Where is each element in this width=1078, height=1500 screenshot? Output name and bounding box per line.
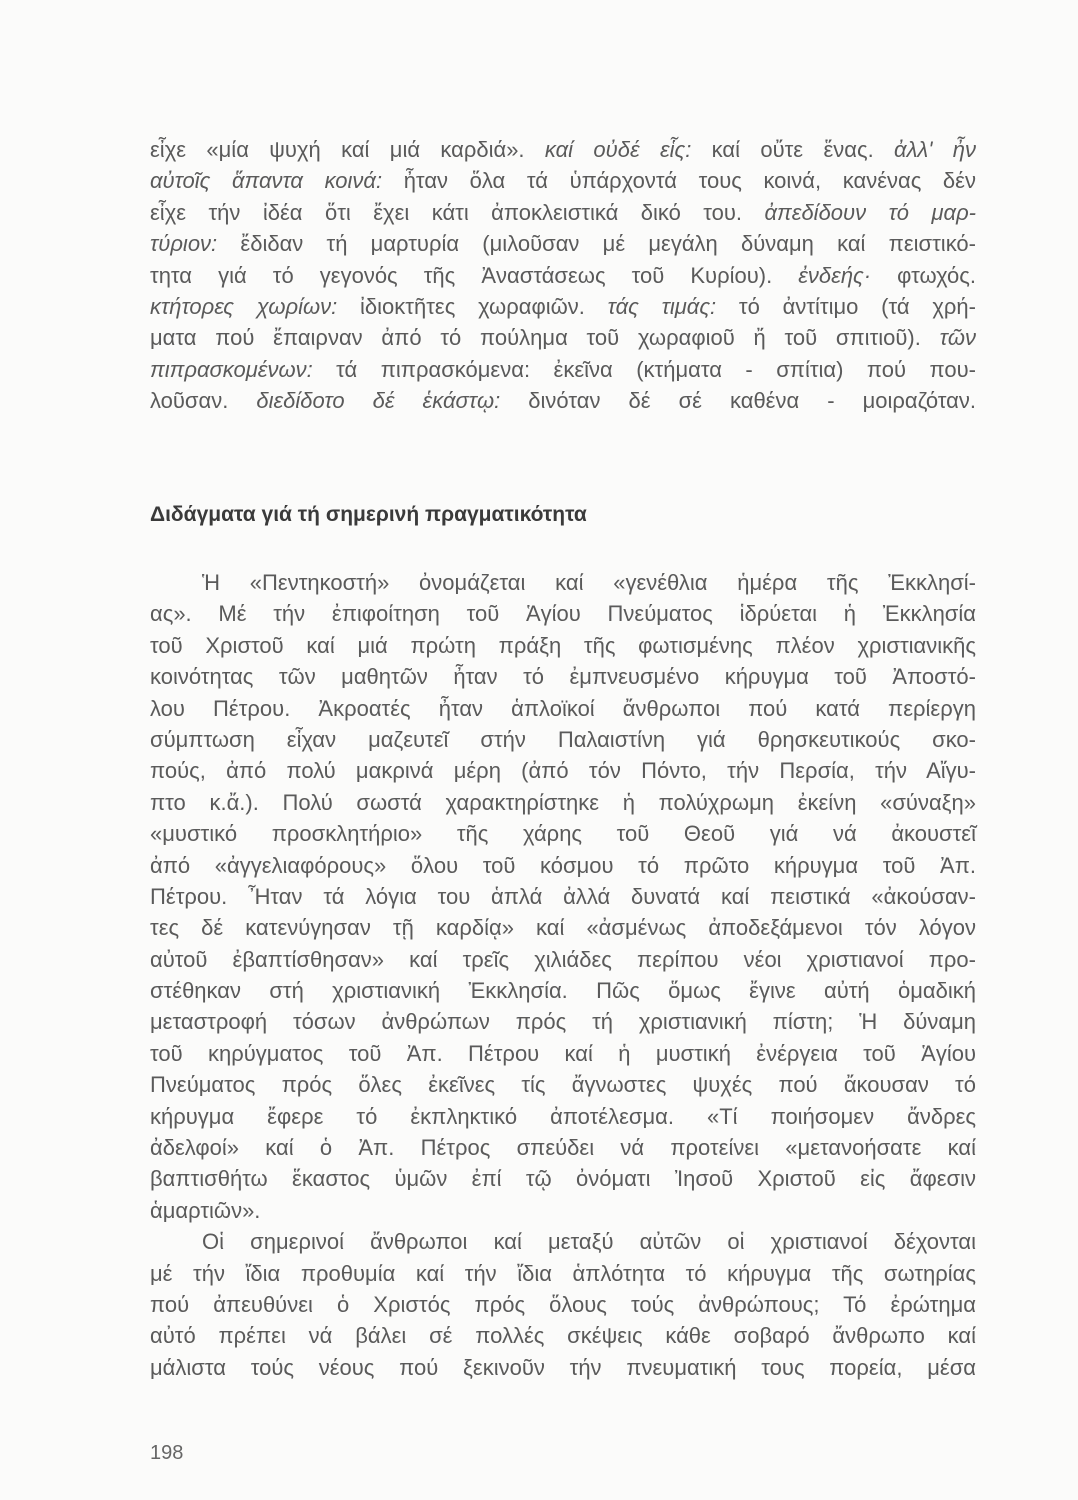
- paragraph-line: «μυστικό προσκλητήριο» τῆς χάρης τοῦ Θεοῦ γιά νά ἀκουστεῖ: [150, 821, 976, 847]
- paragraph-line: πούς, ἀπό πολύ μακρινά μέρη (ἀπό τόν Πόντο, τήν Περσία, τήν Αἴγυ-: [150, 758, 976, 784]
- paragraph-line: πού ἀπευθύνει ὁ Χριστός πρός ὅλους τούς ἀνθρώπους; Τό ἐρώτημα: [150, 1291, 976, 1317]
- paragraph-line: αὐτό πρέπει νά βάλει σέ πολλές σκέψεις κάθε σοβαρό ἄνθρωπο καί: [150, 1323, 976, 1349]
- glossary-text: ἔδιδαν τή μαρτυρία (μιλοῦσαν μέ μεγάλη δύναμη καί πειστικό-: [217, 231, 976, 257]
- glossary-line: [150, 228, 976, 259]
- glossary-line: [150, 354, 976, 385]
- paragraph-line: βαπτισθήτω ἕκαστος ὑμῶν ἐπί τῷ ὀνόματι Ἰησοῦ Χριστοῦ εἰς ἄφεσιν: [150, 1166, 976, 1192]
- glossary-term: πιπρασκομένων:: [150, 356, 313, 382]
- paragraph-line: τοῦ Χριστοῦ καί μιά πρώτη πράξη τῆς φωτισμένης πλέον χριστιανικῆς: [150, 632, 976, 658]
- glossary-line: [150, 322, 976, 353]
- glossary-text: φτωχός.: [871, 262, 976, 288]
- glossary-line: [150, 385, 976, 416]
- glossary-text: εἶχε «μία ψυχή καί μιά καρδιά».: [150, 137, 545, 162]
- glossary-line: [150, 165, 976, 196]
- glossary-term: ἀλλ' ἦν: [894, 137, 976, 162]
- paragraph-line: ἀδελφοί» καί ὁ Ἀπ. Πέτρος σπεύδει νά προτείνει «μετανοήσατε καί: [150, 1135, 976, 1161]
- paragraph-line: Οἱ σημερινοί ἄνθρωποι καί μεταξύ αὐτῶν οἱ χριστιανοί δέχονται: [202, 1229, 976, 1255]
- page-number: 198: [150, 1442, 184, 1464]
- paragraph-line: ἀπό «ἀγγελιαφόρους» ὅλου τοῦ κόσμου τό πρῶτο κήρυγμα τοῦ Ἀπ.: [150, 852, 976, 878]
- glossary-line: [150, 291, 976, 322]
- paragraph-line: λου Πέτρου. Ἀκροατές ἦταν ἁπλοϊκοί ἄνθρωποι πού κατά περίεργη: [150, 695, 976, 721]
- glossary-text: τητα γιά τό γεγονός τῆς Ἀναστάσεως τοῦ Κυρίου).: [150, 262, 799, 288]
- paragraph-line: αὐτοῦ ἐβαπτίσθησαν» καί τρεῖς χιλιάδες περίπου νέοι χριστιανοί προ-: [150, 946, 976, 972]
- glossary-term: καί οὐδέ εἷς:: [544, 137, 692, 162]
- glossary-line: [150, 197, 976, 228]
- glossary-line: [150, 260, 976, 291]
- glossary-text: καί οὔτε ἕνας.: [691, 137, 895, 162]
- glossary-term: διεδίδοτο δέ ἑκάστῳ:: [256, 388, 501, 414]
- glossary-term: ἀπεδίδουν τό μαρ-: [764, 199, 976, 225]
- paragraph-line: σύμπτωση εἶχαν μαζευτεῖ στήν Παλαιστίνη γιά θρησκευτικούς σκο-: [150, 726, 976, 752]
- glossary-notes: [150, 134, 976, 417]
- glossary-text: τά πιπρασκόμενα: ἐκεῖνα (κτήματα - σπίτια) πού που-: [312, 356, 976, 382]
- glossary-term: αὐτοῖς ἅπαντα κοινά:: [150, 168, 383, 194]
- paragraph-line: κοινότητας τῶν μαθητῶν ἦταν τό ἐμπνευσμένο κήρυγμα τοῦ Ἀποστό-: [150, 664, 976, 690]
- paragraph-line: Πνεύματος πρός ὅλες ἐκεῖνες τίς ἄγνωστες ψυχές πού ἄκουσαν τό: [150, 1072, 976, 1098]
- glossary-term: τῶν: [939, 325, 976, 351]
- paragraph-line: Πέτρου. Ἦταν τά λόγια του ἁπλά ἀλλά δυνατά καί πειστικά «ἀκούσαν-: [150, 883, 976, 909]
- glossary-text: δινόταν δέ σέ καθένα - μοιραζόταν.: [500, 388, 977, 414]
- paragraph-line: τες δέ κατενύγησαν τῇ καρδίᾳ» καί «ἀσμένως ἀποδεξάμενοι τόν λόγον: [150, 915, 976, 941]
- paragraph-line: κήρυγμα ἔφερε τό ἐκπληκτικό ἀποτέλεσμα. «Τί ποιήσομεν ἄνδρες: [150, 1103, 976, 1129]
- glossary-term: κτήτορες χωρίων:: [150, 293, 338, 319]
- glossary-text: εἶχε τήν ἰδέα ὅτι ἔχει κάτι ἀποκλειστικά δικό του.: [150, 199, 765, 225]
- body-text: [150, 567, 976, 1383]
- paragraph-line: Ἡ «Πεντηκοστή» ὀνομάζεται καί «γενέθλια ἡμέρα τῆς Ἐκκλησί-: [202, 570, 976, 595]
- paragraph-line: μέ τήν ἴδια προθυμία καί τήν ἴδια ἁπλότητα τό κήρυγμα τῆς σωτηρίας: [150, 1260, 976, 1286]
- paragraph-line: πτο κ.ἄ.). Πολύ σωστά χαρακτηρίστηκε ἡ πολύχρωμη ἐκείνη «σύναξη»: [150, 789, 976, 815]
- paragraph-line: μάλιστα τούς νέους πού ξεκινοῦν τήν πνευματική τους πορεία, μέσα: [150, 1354, 976, 1380]
- paragraph-line: μεταστροφή τόσων ἀνθρώπων πρός τή χριστιανική πίστη; Ἡ δύναμη: [150, 1009, 976, 1035]
- glossary-term: τάς τιμάς:: [607, 293, 717, 319]
- paragraph-line: ἁμαρτιῶν».: [150, 1197, 261, 1223]
- section-heading: Διδάγματα γιά τή σημερινή πραγματικότητα: [150, 503, 587, 526]
- glossary-term: ἐνδεής·: [798, 262, 872, 288]
- glossary-text: τό ἀντίτιμο (τά χρή-: [716, 293, 976, 319]
- glossary-term: τύριον:: [150, 231, 218, 257]
- glossary-text: ἦταν ὅλα τά ὑπάρχοντά τους κοινά, κανένας δέν: [382, 168, 976, 194]
- glossary-text: λοῦσαν.: [150, 388, 257, 414]
- paragraph-line: στέθηκαν στή χριστιανική Ἐκκλησία. Πῶς ὅμως ἔγινε αὐτή ὁμαδική: [150, 978, 976, 1004]
- glossary-text: ματα πού ἔπαιρναν ἀπό τό πούλημα τοῦ χωραφιοῦ ἤ τοῦ σπιτιοῦ).: [150, 325, 940, 351]
- glossary-line: [150, 134, 976, 165]
- paragraph-line: ας». Μέ τήν ἐπιφοίτηση τοῦ Ἁγίου Πνεύματος ἱδρύεται ἡ Ἐκκλησία: [150, 601, 976, 627]
- paragraph-line: τοῦ κηρύγματος τοῦ Ἀπ. Πέτρου καί ἡ μυστική ἐνέργεια τοῦ Ἁγίου: [150, 1040, 976, 1066]
- glossary-text: ἰδιοκτῆτες χωραφιῶν.: [337, 293, 608, 319]
